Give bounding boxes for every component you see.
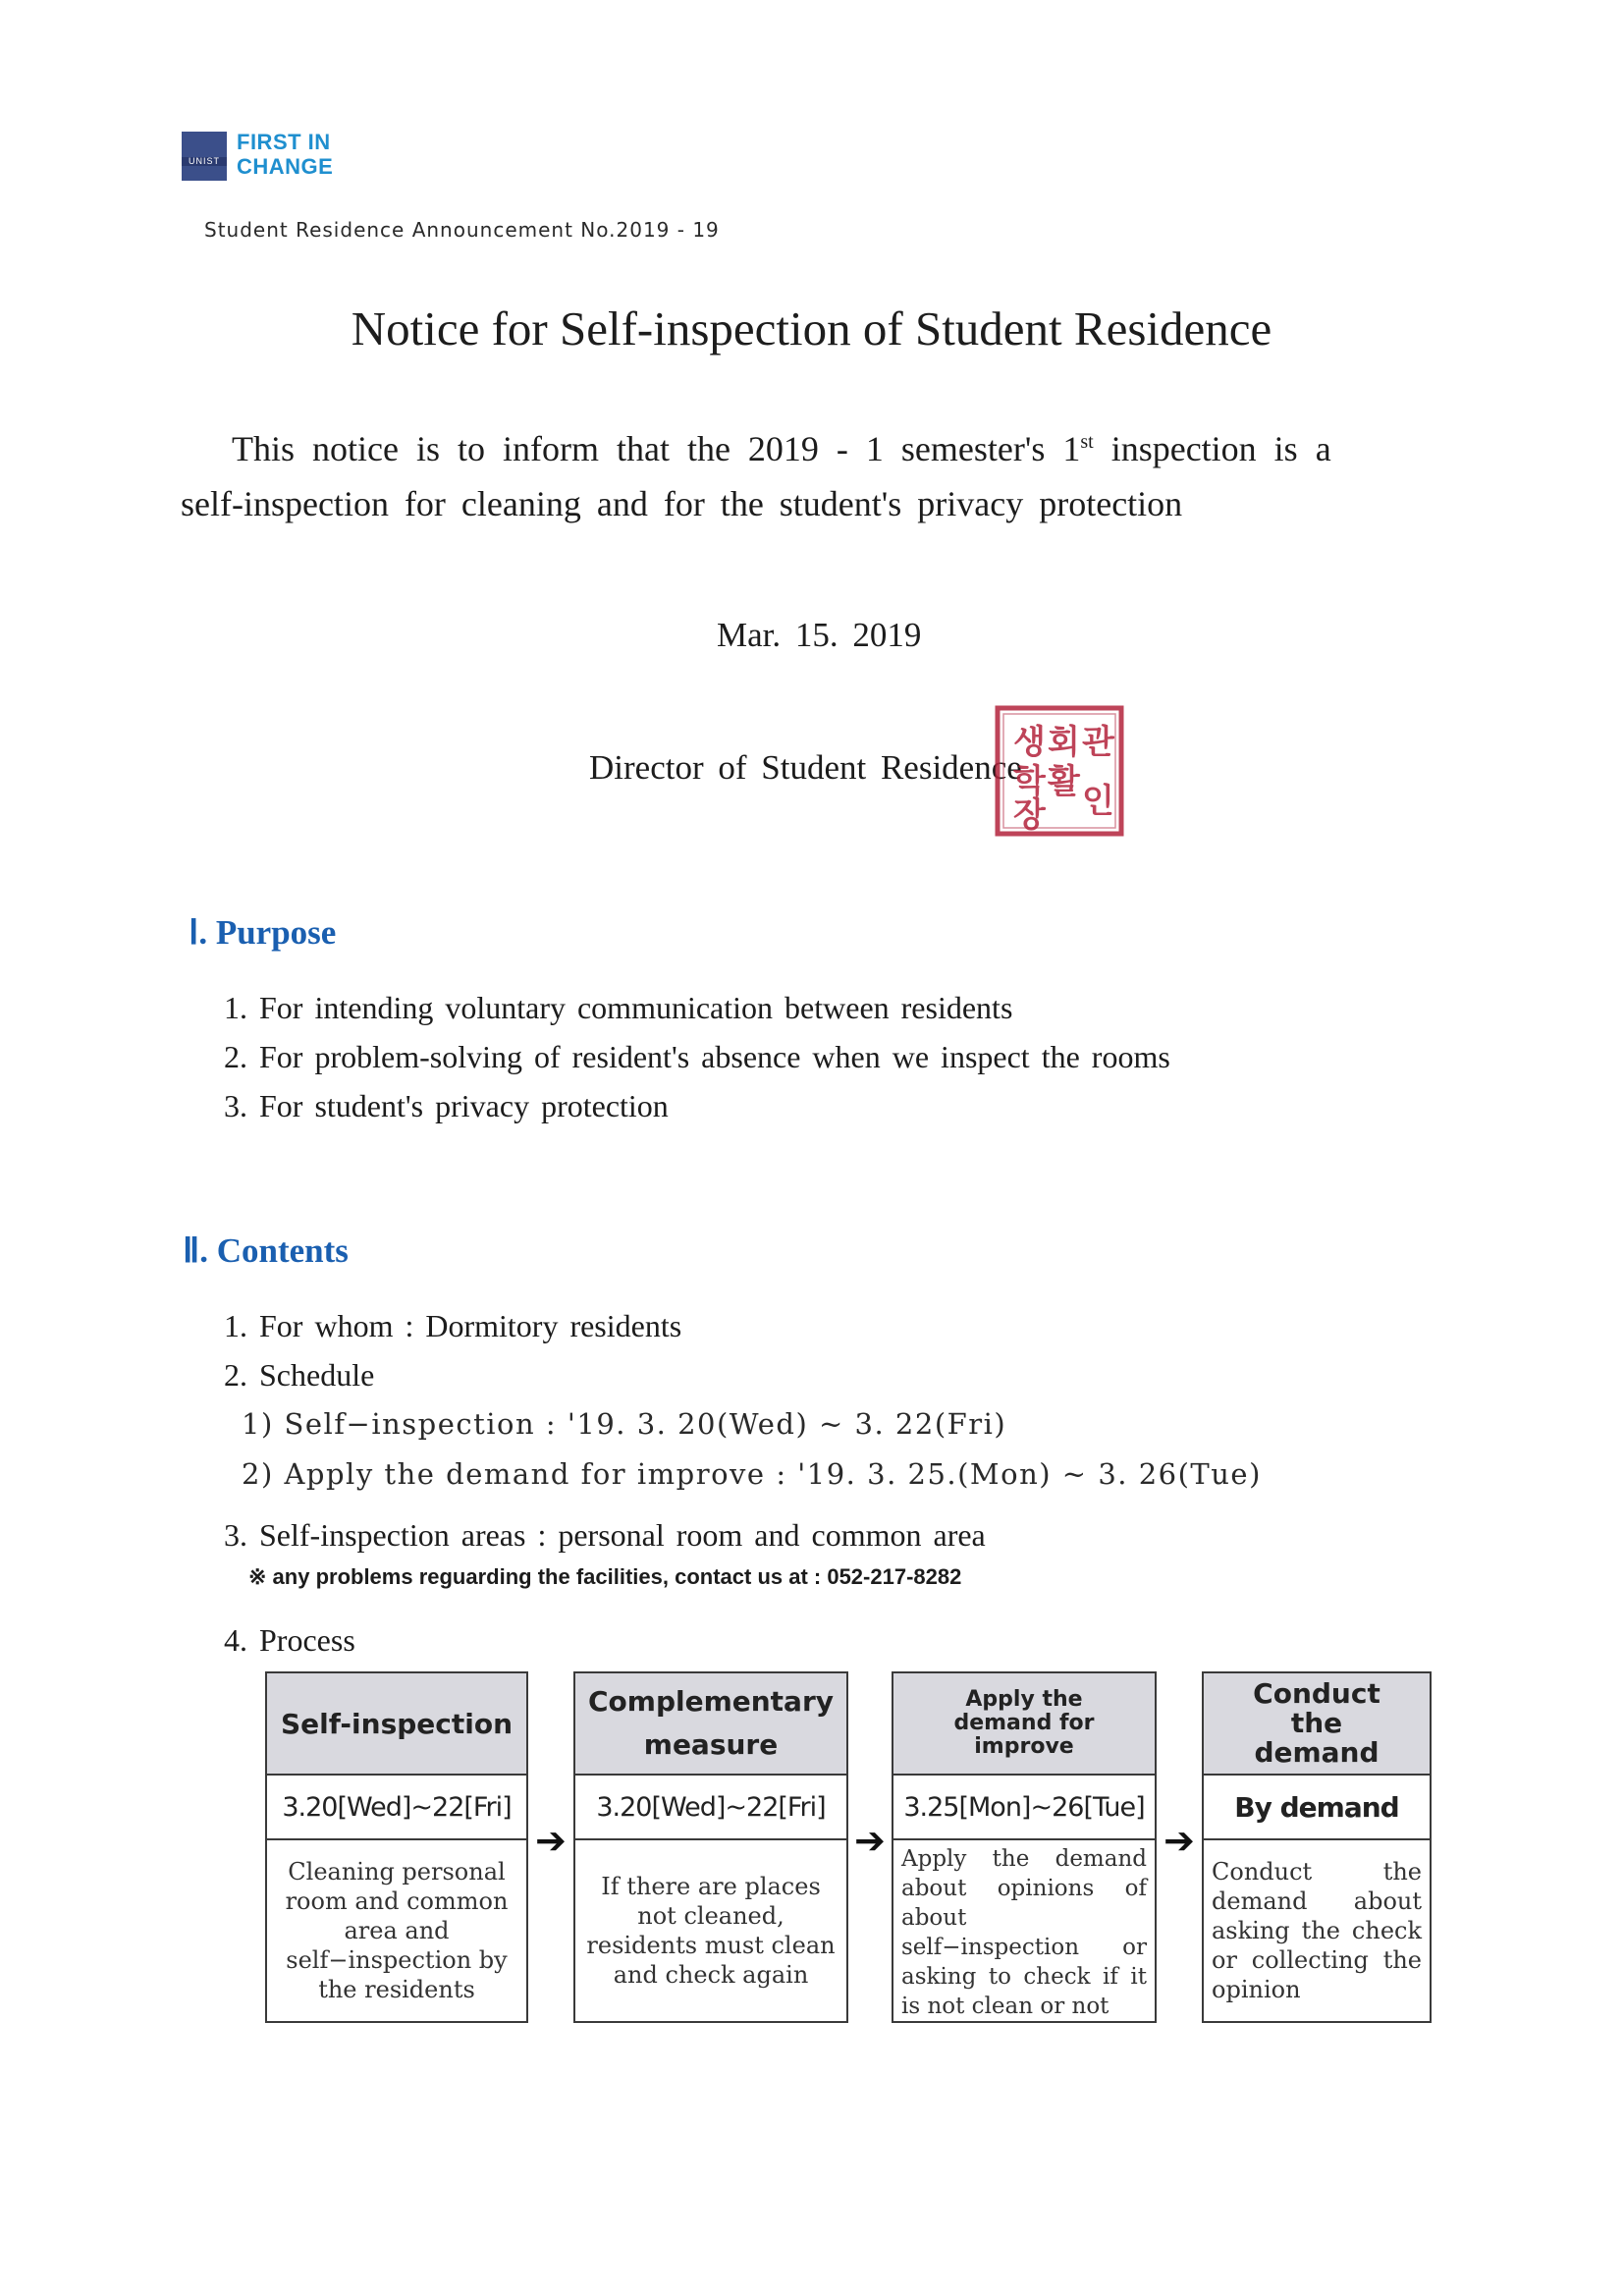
purpose-item: 2. For problem-solving of resident's absence when we inspect the rooms [224, 1039, 1170, 1074]
process-step-date: 3.20[Wed]~22[Fri] [575, 1776, 846, 1840]
process-step-description: If there are places not cleaned, residents must clean and check again [586, 1873, 836, 1989]
logo-badge [182, 132, 227, 181]
process-step-date: 3.20[Wed]~22[Fri] [267, 1776, 526, 1840]
right-arrow-icon: ➔ [854, 1819, 886, 1862]
process-step [573, 1671, 848, 2023]
section-heading-purpose: Ⅰ. Purpose [189, 913, 337, 952]
process-step [265, 1671, 528, 2023]
notice-date: Mar. 15. 2019 [717, 616, 922, 654]
seal-char: 생 [1013, 723, 1046, 762]
purpose-item: 3. For student's privacy protection [224, 1088, 669, 1123]
right-arrow-icon: ➔ [535, 1819, 567, 1862]
contact-note: ※ any problems reguarding the facilities, contact us at : 052-217-8282 [248, 1564, 962, 1589]
logo-line2: CHANGE [237, 154, 334, 179]
process-step [1202, 1671, 1432, 2023]
process-step-date: By demand [1204, 1776, 1430, 1840]
section-heading-contents: Ⅱ. Contents [183, 1231, 349, 1270]
intro-line-2: self-inspection for cleaning and for the student's privacy protection [181, 484, 1183, 523]
logo-text [237, 130, 333, 179]
process-step-title: Conduct the demand [1204, 1673, 1430, 1776]
process-step-description: Conduct the demand about asking the check or collecting the opinion [1212, 1858, 1422, 2003]
seal-char: 인 [1082, 782, 1114, 821]
contents-areas: 3. Self-inspection areas : personal room and common area [224, 1517, 986, 1553]
process-step-title: Self-inspection [267, 1673, 526, 1776]
process-step [892, 1671, 1157, 2023]
schedule-item: 1) Self−inspection : '19. 3. 20(Wed) ~ 3. 22(Fri) [242, 1407, 1007, 1441]
seal-char: 회 [1048, 723, 1080, 762]
intro-superscript: st [1080, 431, 1094, 453]
seal-char: 관 [1082, 723, 1114, 762]
schedule-item: 2) Apply the demand for improve : '19. 3. 25.(Mon) ~ 3. 26(Tue) [242, 1457, 1262, 1491]
logo-line1: FIRST IN [237, 130, 331, 154]
intro-line-1 [232, 428, 1331, 469]
right-arrow-icon: ➔ [1163, 1819, 1195, 1862]
announcement-number: Student Residence Announcement No.2019 - 19 [204, 218, 720, 242]
seal-char: 장 [1013, 795, 1046, 835]
seal-char: 학 [1013, 762, 1046, 801]
process-step-title: Apply the demand for improve [893, 1673, 1155, 1776]
official-seal-stamp [994, 704, 1125, 838]
director-signature: Director of Student Residence [589, 748, 1022, 787]
process-step-description: Cleaning personal room and common area and self−inspection by the residents [285, 1858, 509, 2003]
process-step-description: Apply the demand about opinions of about self−inspection or asking to check if it is not clean or not [901, 1846, 1147, 2019]
contents-process-label: 4. Process [224, 1622, 355, 1658]
contents-schedule: 2. Schedule [224, 1357, 375, 1393]
contents-for-whom: 1. For whom : Dormitory residents [224, 1308, 682, 1343]
page-title: Notice for Self-inspection of Student Residence [351, 301, 1272, 355]
logo-badge-text: UNIST [189, 156, 220, 166]
process-step-title: Complementary measure [575, 1673, 846, 1776]
process-step-date: 3.25[Mon]~26[Tue] [893, 1776, 1155, 1840]
intro-line-1b: inspection is a [1093, 429, 1331, 468]
intro-line-1a: This notice is to inform that the 2019 - 1 semester's 1 [232, 429, 1081, 468]
seal-char: 활 [1048, 762, 1080, 801]
purpose-item: 1. For intending voluntary communication between residents [224, 990, 1013, 1025]
